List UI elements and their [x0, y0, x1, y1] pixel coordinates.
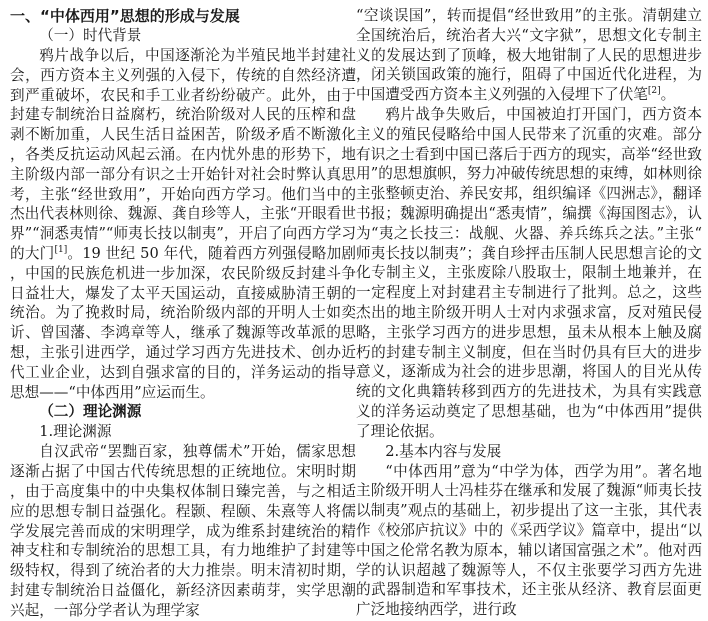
paragraph-theory-origin: 自汉武帝“罢黜百家，独尊儒术”开始，儒家思想逐渐占据了中国古代传统思想的正统地位。宋明时期，由于高度集中的中央集权体制日臻完善，与之相适应的思想专制日益强化。程颢、程颐、朱熹等人将儒学发展完善而成的宋明理学，成为维系封建统治的精神支柱和专制统治的思想工具，有力地维护了封建等级特权，得到了统治者的大力推崇。明末清初时期，封建专制统治日益僵化，新经济因素萌芽，实学思潮兴起，一部分学者认为理学家 [10, 443, 356, 619]
subheading-content-development: 2.基本内容与发展 [385, 442, 502, 460]
paragraph-background [10, 46, 356, 402]
paragraph-text-continued: 。19 世纪 50 年代，随着西方列强侵略加剧，中国的民族危机进一步加深，农民阶级反封建斗争日益壮大，爆发了太平天国运动，直接威胁清王朝的统治。为了挽救时局，统治阶级内部的开明人士如奕䜣、曾国藩、李鸿章等人，继承了魏源等改革派的思想，主张引进西学，通过学习西方先进技术、创办近代工业企业，达到自强求富的目的，洋务运动的指导思想——“中体西用”应运而生。 [10, 244, 356, 401]
paragraph-continuation [356, 6, 702, 105]
paragraph-text: 鸦片战争以后，中国逐渐沦为半殖民地半封建社会，西方资本主义列强的入侵下，传统的自然经济遭到严重破坏，农民和手工业者纷纷破产。此外，由于封建专制统治日益腐朽，统治阶级对人民的压榨和盘剥不断加重，人民生活日益困苦，阶级矛盾不断激化，各类反抗运动风起云涌。在内忧外患的形势下，地主阶级内部一部分有识之士开始针对社会时弊认真思考，主张“经世致用”，开始向西方学习。他们当中的杰出代表林则徐、魏源、龚自珍等人，主张“开眼看世界”“洞悉夷情”“师夷长技以制夷”，开启了向西方学习的大门 [10, 47, 356, 262]
subheading-theory-origin: 1.理论渊源 [39, 423, 112, 441]
paragraph-opium-war: 鸦片战争失败后，中国被迫打开国门，西方资本主义的殖民侵略给中国人民带来了沉重的灾难。部分有识之士看到中国已落后于西方的现实，高举“经世致用”的思想旗帜，努力冲破传统思想的束缚，如林则徐主张整顿吏治、养民安邦，组织编译《四洲志》，翻译书报；魏源明确提出“悉夷情”，编撰《海国图志》，认为“夷之长技三：战舰、火器、养兵练兵之法。”主张“师夷长技以制夷”；龚自珍抨击压制人民思想言论的文化专制主义，主张废除八股取士，限制土地兼并，在一定程度上对封建君主专制进行了批判。总之，这些杰出的地主阶级开明人士对内求强求富，反对殖民侵略，主张学习西方的进步思想，虽未从根本上触及腐朽的封建专制主义制度，但在当时仍具有巨大的进步意义，逐渐成为社会的进步思潮，将国人的目光从传统的文化典籍转移到西方的先进技术，为具有实践意义的洋务运动奠定了思想基础，也为“中体西用”提供了理论依据。 [356, 105, 702, 440]
paragraph-text: “空谈误国”，转而提倡“经世致用”的主张。清朝建立全国统治后，统治者大兴“文字狱”，思想文化专制主义的发展达到了顶峰，极大地钳制了人民的思想进步，闭关锁国政策的施行，阻碍了中国近代化进程，为中国遭受西方资本主义列强的入侵埋下了伏笔 [356, 7, 702, 104]
subsection-title-background: （一）时代背景 [39, 27, 142, 44]
paragraph-content-development: “中体西用”意为“中学为体，西学为用”。著名地主阶级开明人士冯桂芬在继承和发展了魏源“师夷长技以制夷”观点的基础上，初步提出了这一主张，其代表作《校邠庐抗议》中的《采西学议》篇章中，提出“以中国之伦常名教为原本，辅以诸国富强之术”。他对西学的认识超越了魏源等人，不仅主张要学习西方先进的武器制造和军事技术，还主张从经济、教育层面更广泛地接纳西学，进行政 [356, 462, 702, 619]
right-column [356, 6, 702, 620]
section-title: 一、“中体西用”思想的形成与发展 [10, 7, 240, 25]
left-column [10, 6, 356, 621]
subsection-title-theory: （二）理论渊源 [39, 403, 142, 421]
citation-2: [2] [647, 86, 661, 97]
paragraph-end: 。 [660, 86, 676, 104]
citation-1: [1] [54, 245, 68, 256]
